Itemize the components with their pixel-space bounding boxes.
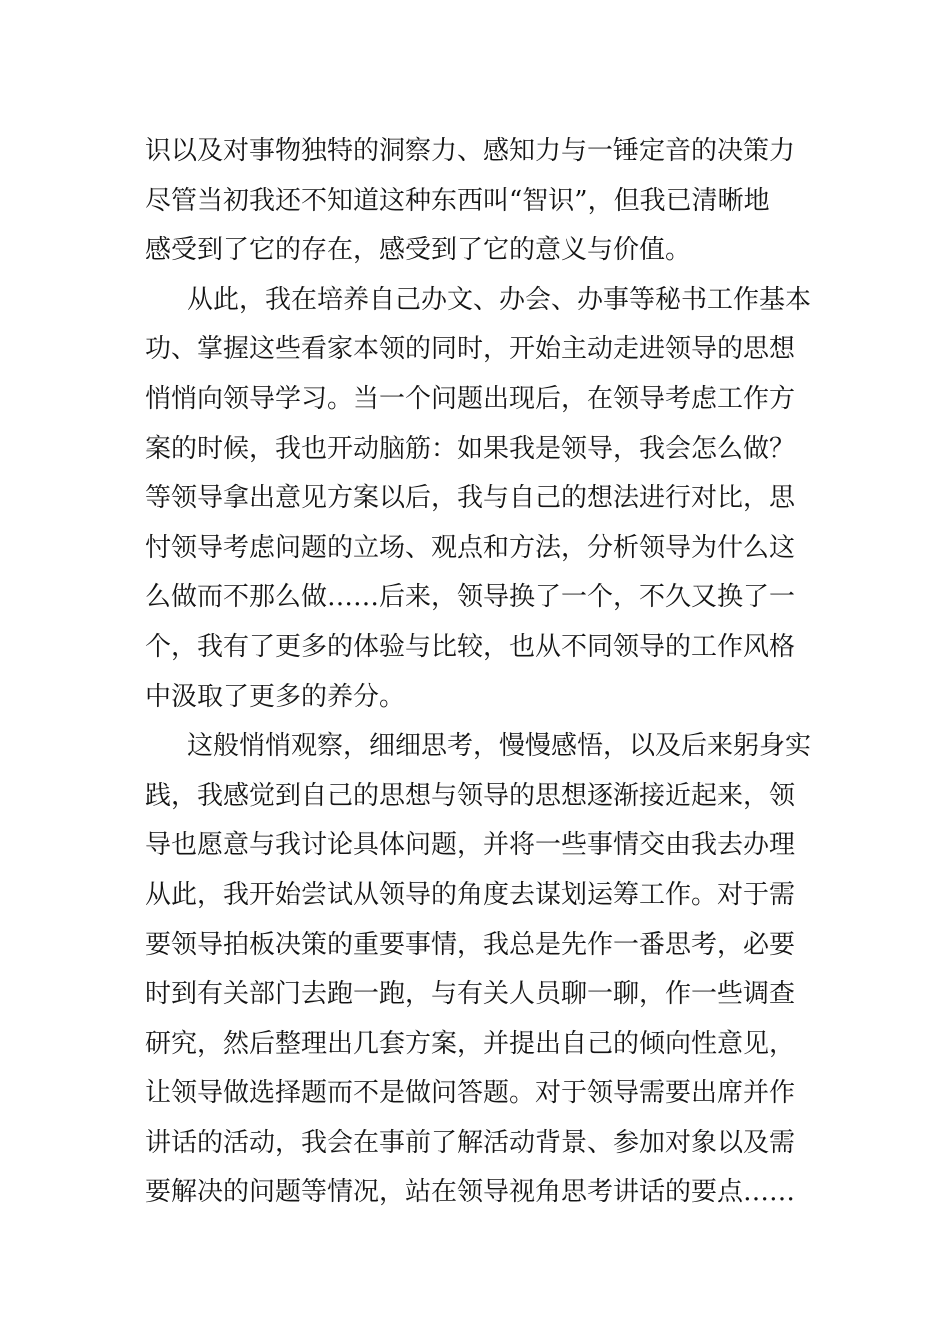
text-line: 让领导做选择题而不是做问答题。对于领导需要出席并作 [145,1078,796,1109]
text-line: 讲话的活动，我会在事前了解活动背景、参加对象以及需 [145,1127,796,1158]
text-line: 中汲取了更多的养分。 [145,681,406,712]
text-line: 忖领导考虑问题的立场、观点和方法，分析领导为什么这 [145,532,796,563]
text-line: 等领导拿出意见方案以后，我与自己的想法进行对比，思 [145,483,796,514]
text-line: 功、掌握这些看家本领的同时，开始主动走进领导的思想 [145,334,796,365]
text-line: 践，我感觉到自己的思想与领导的思想逐渐接近起来，领 [145,780,796,811]
body-text [145,127,815,1218]
text-line: 要解决的问题等情况，站在领导视角思考讲话的要点…… [145,1177,796,1208]
text-line: 识以及对事物独特的洞察力、感知力与一锤定音的决策力 [145,136,796,166]
text-line: 要领导拍板决策的重要事情，我总是先作一番思考，必要 [145,929,796,960]
paragraph-start-line: 这般悄悄观察，细细思考，慢慢感悟，以及后来躬身实 [187,731,812,762]
text-line: 案的时候，我也开动脑筋：如果我是领导，我会怎么做？ [145,433,796,464]
text-line: 从此，我开始尝试从领导的角度去谋划运筹工作。对于需 [145,879,796,910]
text-line: 感受到了它的存在，感受到了它的意义与价值。 [145,235,692,266]
text-line: 悄悄向领导学习。当一个问题出现后，在领导考虑工作方 [145,383,796,414]
text-line: 时到有关部门去跑一跑，与有关人员聊一聊，作一些调查 [145,979,796,1010]
text-line: 个，我有了更多的体验与比较，也从不同领导的工作风格 [145,631,796,662]
paragraph-start-line: 从此，我在培养自己办文、办会、办事等秘书工作基本 [187,284,812,315]
text-line: 研究，然后整理出几套方案，并提出自己的倾向性意见， [145,1028,796,1059]
text-line: 么做而不那么做……后来，领导换了一个，不久又换了一 [145,582,796,613]
text-line: 尽管当初我还不知道这种东西叫“智识”，但我已清晰地 [145,185,770,216]
text-line: 导也愿意与我讨论具体问题，并将一些事情交由我去办理 [145,830,796,861]
